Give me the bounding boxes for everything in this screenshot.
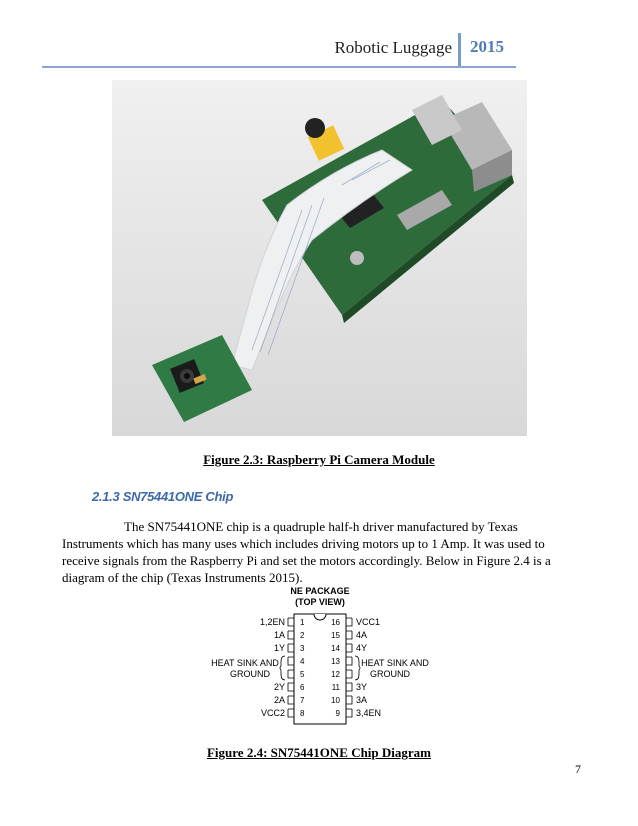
right-pin-12 (346, 670, 352, 678)
page-number: 7 (575, 762, 581, 776)
right-pin-number: 14 (331, 644, 340, 653)
right-pin-10 (346, 696, 352, 704)
figure-2-3-caption: Figure 2.3: Raspberry Pi Camera Module (203, 452, 435, 467)
left-pin-3 (288, 644, 294, 652)
left-pin-2 (288, 631, 294, 639)
right-pin-number: 13 (331, 657, 340, 666)
left-pin-number: 6 (300, 683, 305, 692)
chip-pinout-diagram (190, 584, 450, 732)
left-pin-number: 1 (300, 618, 305, 627)
left-pin-4 (288, 657, 294, 665)
header-year: 2015 (470, 37, 504, 56)
right-brace (355, 656, 360, 680)
right-pin-number: 15 (331, 631, 340, 640)
right-pin-number: 16 (331, 618, 340, 627)
right-pin-number: 9 (335, 709, 340, 718)
left-pin-number: 2 (300, 631, 305, 640)
right-pin-label: VCC1 (356, 617, 381, 627)
left-heat-sink-label-2: GROUND (230, 669, 270, 679)
header-rule (42, 66, 516, 68)
right-pin-13 (346, 657, 352, 665)
left-pin-number: 3 (300, 644, 305, 653)
right-pin-number: 11 (331, 683, 340, 692)
chip-notch (314, 614, 326, 620)
left-pin-label: 2Y (273, 682, 285, 692)
header-title: Robotic Luggage (334, 38, 452, 57)
left-pin-label: 2A (273, 695, 285, 705)
left-pin-label: VCC2 (260, 708, 285, 718)
right-heat-sink-label-1: HEAT SINK AND (361, 658, 429, 668)
left-pin-number: 4 (300, 657, 305, 666)
right-pin-number: 10 (331, 696, 340, 705)
left-pin-label: 1A (273, 630, 285, 640)
right-pin-16 (346, 618, 352, 626)
left-pin-6 (288, 683, 294, 691)
left-pin-label: 1Y (273, 643, 285, 653)
raspberry-pi-camera-photo (112, 80, 527, 436)
header-divider (458, 33, 461, 67)
right-pin-9 (346, 709, 352, 717)
left-brace (280, 656, 285, 680)
right-pin-label: 3Y (356, 682, 368, 692)
body-paragraph: The SN75441ONE chip is a quadruple half-h driver manufactured by Texas Instruments which has many uses which includes driving motors up to 1 Amp. It was used to receive signals from the Raspberry Pi and set the motors accordingly. Below in Figure 2.4 is a diagram of the chip (Texas Instruments 2015). (62, 519, 551, 585)
package-subtitle: (TOP VIEW) (295, 597, 345, 607)
right-pin-number: 12 (331, 670, 340, 679)
left-pin-7 (288, 696, 294, 704)
left-pin-number: 7 (300, 696, 305, 705)
left-pin-5 (288, 670, 294, 678)
section-heading: 2.1.3 SN75441ONE Chip (92, 489, 234, 504)
package-title: NE PACKAGE (290, 586, 350, 596)
left-pin-number: 8 (300, 709, 305, 718)
left-pin-1 (288, 618, 294, 626)
left-pin-8 (288, 709, 294, 717)
right-pin-label: 4Y (356, 643, 368, 653)
left-heat-sink-label-1: HEAT SINK AND (211, 658, 279, 668)
right-pin-11 (346, 683, 352, 691)
right-heat-sink-label-2: GROUND (370, 669, 410, 679)
right-pin-14 (346, 644, 352, 652)
right-pin-15 (346, 631, 352, 639)
left-pin-number: 5 (300, 670, 305, 679)
figure-2-4-caption: Figure 2.4: SN75441ONE Chip Diagram (206, 745, 431, 760)
right-pin-label: 4A (356, 630, 368, 640)
left-pin-label: 1,2EN (259, 617, 285, 627)
right-pin-label: 3A (356, 695, 368, 705)
right-pin-label: 3,4EN (356, 708, 382, 718)
